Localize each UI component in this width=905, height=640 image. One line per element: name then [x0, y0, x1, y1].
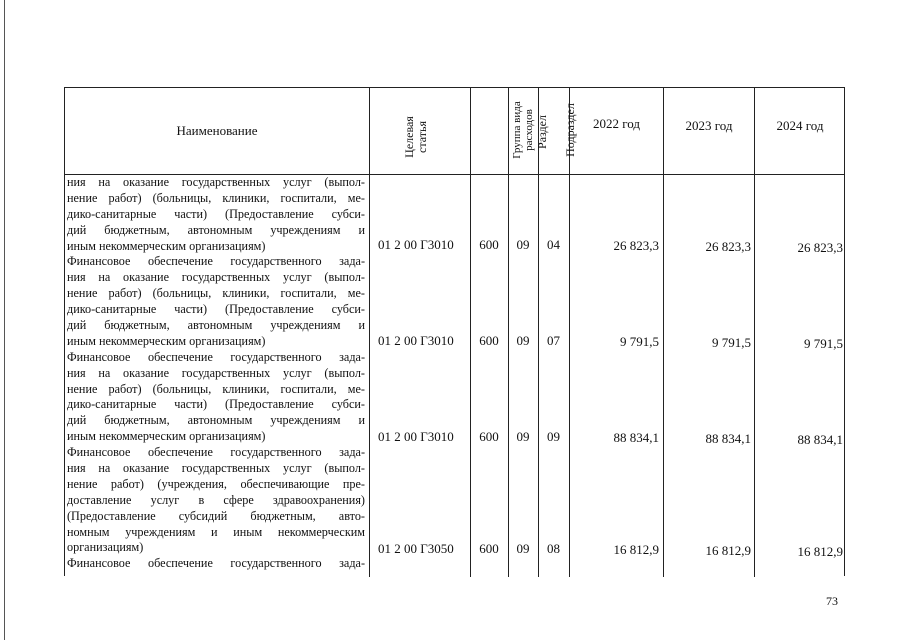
- cell-target-article: 01 2 00 Г3010: [378, 429, 454, 444]
- left-margin-rule: [4, 0, 5, 640]
- cell-2024: 88 834,1: [797, 432, 843, 447]
- name-line: ния на оказание государственных услуг (выпол-: [67, 270, 365, 285]
- cell-expense-group: 600: [479, 429, 499, 444]
- name-line: дико-санитарные части) (Предоставление субси-: [67, 302, 365, 317]
- cell-expense-group: 600: [479, 237, 499, 252]
- column-rule: [663, 88, 664, 577]
- cell-2022: 88 834,1: [613, 430, 659, 445]
- name-line: ния на оказание государственных услуг (выпол-: [67, 365, 365, 380]
- name-line: ния на оказание государственных услуг (выпол-: [67, 175, 365, 189]
- name-line: дий бюджетным, автономным учреждениям и: [67, 318, 365, 333]
- header-target-article-text: Целевая статья: [402, 116, 429, 158]
- name-line: номным учреждениям и иным некоммерческим: [67, 524, 365, 539]
- column-rule: [754, 88, 755, 577]
- name-line: иным некоммерческим организациям): [67, 333, 266, 348]
- name-line: иным некоммерческим организациям): [67, 429, 266, 444]
- cell-target-article: 01 2 00 Г3010: [378, 333, 454, 348]
- name-line: организациям): [67, 540, 144, 555]
- header-year-2023: 2023 год: [685, 118, 733, 133]
- cell-subsection: 07: [547, 333, 560, 348]
- cell-2023: 26 823,3: [705, 239, 751, 254]
- name-line: (Предоставление субсидий бюджетным, авто-: [67, 508, 365, 523]
- cell-subsection: 09: [547, 429, 560, 444]
- name-line: иным некоммерческим организациям): [67, 238, 266, 253]
- cell-2022: 9 791,5: [620, 334, 659, 349]
- cell-2024: 9 791,5: [804, 336, 843, 351]
- cell-2022: 16 812,9: [613, 542, 659, 557]
- cell-2023: 9 791,5: [712, 335, 751, 350]
- cell-2022: 26 823,3: [613, 238, 659, 253]
- cell-2024: 16 812,9: [797, 544, 843, 559]
- cell-section: 09: [516, 237, 530, 252]
- cell-section: 09: [516, 429, 530, 444]
- header-subsection: Подраздел: [563, 103, 577, 157]
- name-line: дико-санитарные части) (Предоставление субси-: [67, 397, 365, 412]
- cell-2024: 26 823,3: [797, 240, 843, 255]
- name-line: Финансовое обеспечение государственного зада-: [67, 445, 365, 460]
- name-line: Финансовое обеспечение государственного зада-: [67, 254, 365, 269]
- name-line: Финансовое обеспечение государственного зада-: [67, 349, 365, 364]
- names-column: [67, 175, 365, 572]
- cell-target-article: 01 2 00 Г3050: [378, 541, 454, 556]
- name-line: дий бюджетным, автономным учреждениям и: [67, 413, 365, 428]
- name-line: дий бюджетным, автономным учреждениям и: [67, 222, 365, 237]
- budget-table: [64, 87, 845, 576]
- name-line: дико-санитарные части) (Предоставление субси-: [67, 206, 365, 221]
- name-line: доставление услуг в сфере здравоохранения): [67, 492, 365, 507]
- header-name: Наименование: [176, 123, 258, 138]
- header-section: Раздел: [535, 115, 549, 149]
- cell-subsection: 08: [547, 541, 560, 556]
- name-line: нение работ) (больницы, клиники, госпитали, ме-: [67, 286, 365, 301]
- name-line: ния на оказание государственных услуг (выпол-: [67, 461, 365, 476]
- header-target-article: [403, 97, 433, 177]
- name-line: нение работ) (больницы, клиники, госпитали, ме-: [67, 190, 365, 205]
- cell-subsection: 04: [547, 237, 560, 252]
- cell-2023: 88 834,1: [705, 431, 751, 446]
- page-number: 73: [826, 594, 838, 608]
- cell-target-article: 01 2 00 Г3010: [378, 237, 454, 252]
- cell-2023: 16 812,9: [705, 543, 751, 558]
- header-year-2022: 2022 год: [593, 116, 640, 131]
- header-expense-group-text: Группа вида расходов: [511, 101, 535, 159]
- name-line: Финансовое обеспечение государственного зада-: [67, 556, 365, 571]
- cell-expense-group: 600: [479, 541, 499, 556]
- cell-expense-group: 600: [479, 333, 499, 348]
- name-line: нение работ) (больницы, клиники, госпитали, ме-: [67, 381, 365, 396]
- cell-section: 09: [516, 541, 530, 556]
- column-rule: [369, 88, 370, 577]
- name-line: нение работ) (учреждения, обеспечивающие пре-: [67, 476, 365, 491]
- header-year-2024: 2024 год: [776, 118, 824, 133]
- cell-section: 09: [516, 333, 530, 348]
